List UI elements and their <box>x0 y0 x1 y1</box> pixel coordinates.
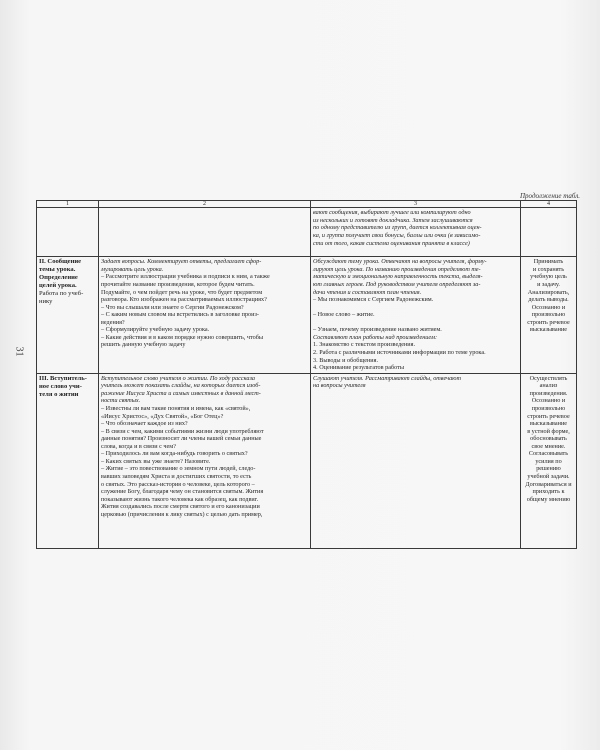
column-number-row <box>37 201 577 208</box>
stage-cell <box>37 208 99 257</box>
text-line: слова, когда и в связи с чем? <box>101 442 176 450</box>
text-line: Задает вопросы. Комментирует ответы, предлагает сфор- <box>101 258 262 266</box>
uud-cell <box>521 208 577 257</box>
text-line: свое мнение. <box>531 442 566 450</box>
text-line: показывают жизнь такого человека как образец, как подвиг. <box>101 495 259 503</box>
stage-title-line: ное слово учи- <box>39 382 82 390</box>
text-line: Осуществлять <box>529 374 568 382</box>
uud-cell <box>521 373 577 548</box>
teacher-activity-cell <box>99 208 311 257</box>
text-line <box>313 319 518 327</box>
text-line: 4. Оценивание результатов работы <box>313 364 404 372</box>
text-line: – Рассмотрите иллюстрации учебника и подписи к ним, а также <box>101 273 270 281</box>
text-line: строить речевое <box>527 318 570 326</box>
text-line: – Сформулируйте учебную задачу урока. <box>101 326 210 334</box>
text-line: на вопросы учителя <box>313 382 366 390</box>
student-activity-cell <box>311 208 521 257</box>
text-line: Подумайте, о чем пойдет речь на уроке, что будет предметом <box>101 288 263 296</box>
text-line: Вступительное слово учителя о житии. По ходу рассказа <box>101 374 255 382</box>
stage-cell <box>37 257 99 373</box>
text-line: Принимать <box>533 258 564 266</box>
column-number: 3 <box>311 201 521 208</box>
text-line: делать выводы. <box>528 296 569 304</box>
text-line: решить данную учебную задачу <box>101 341 186 349</box>
text-line: служение Богу, благодаря чему он становится святым. Жития <box>101 488 264 496</box>
text-line: вают сообщения, выбирают лучшее или компилируют одно <box>313 209 471 217</box>
text-line <box>313 304 518 312</box>
table-row <box>37 208 577 257</box>
stage-cell <box>37 373 99 548</box>
text-line: ности святых. <box>101 397 141 405</box>
teacher-activity-cell <box>99 257 311 373</box>
column-number: 4 <box>521 201 577 208</box>
text-line: анализ произведения. Осознанно и произвольно <box>529 382 568 412</box>
stage-title-line: целей урока. <box>39 282 77 290</box>
stage-title-line: темы урока. <box>39 266 76 274</box>
text-line: 2. Работа с различными источниками информации по теме урока. <box>313 349 486 357</box>
stage-subtitle-line: Работа по учеб- <box>39 290 84 298</box>
lesson-plan-table <box>36 200 577 549</box>
text-line: лируют цель урока. По названию произведения определяют те- <box>313 265 481 273</box>
text-line: прочитайте название произведения, которое будем читать. <box>101 280 255 288</box>
text-line: учебную цель <box>530 273 567 281</box>
stage-subtitle-line: нику <box>39 298 53 306</box>
text-line: учебной задачи. Договариваться и приходить к <box>525 473 572 496</box>
text-line: – С каким новым словом вы встретились в заголовке произ- <box>101 311 259 319</box>
text-line: – Новое слово – житие. <box>313 311 375 319</box>
stage-title-line: Определение <box>39 274 78 282</box>
text-line: о святых. Это рассказ-история о человеке, цель которого – <box>101 480 255 488</box>
uud-cell <box>521 257 577 373</box>
text-line: Составляют план работы над произведением: <box>313 333 438 341</box>
text-line: обосновывать <box>530 435 567 443</box>
student-activity-cell <box>311 257 521 373</box>
text-line: дачи чтения и составляют план чтения. <box>313 288 422 296</box>
text-line: 3. Выводы и обобщения. <box>313 356 378 364</box>
text-line: – Что вы слышали или знаете о Сергии Радонежском? <box>101 303 244 311</box>
text-line: высказывание <box>529 326 568 334</box>
text-line: Согласовывать <box>528 450 569 458</box>
text-line: – Каких святых вы уже знаете? Назовите. <box>101 457 211 465</box>
text-line: церковью (причисления к лику святых) с целью дать пример, <box>101 510 263 518</box>
text-line: – Приходилось ли вам когда-нибудь говорить о святых? <box>101 450 248 458</box>
text-line: сти от того, какая система оценивания принята в классе) <box>313 239 470 247</box>
stage-title-line: III. Вступитель- <box>39 374 87 382</box>
text-line: данные понятия? Произносит ли члены вашей семьи данные <box>101 435 262 443</box>
stage-title-line: теля о житии <box>39 390 79 398</box>
column-number: 2 <box>99 201 311 208</box>
text-line: – Узнаем, почему произведение названо житием. <box>313 326 442 334</box>
student-activity-cell <box>311 373 521 548</box>
continuation-label: Продолжение табл. <box>520 192 581 200</box>
text-line: общему мнению <box>526 495 571 503</box>
text-line: и задачу. <box>537 280 560 288</box>
text-line: учитель может показать слайды, на которых дается изоб- <box>101 382 261 390</box>
stage-title-line: II. Сообщение <box>39 258 82 266</box>
text-line: – Житие – это повествование о земном пути людей, следо- <box>101 465 256 473</box>
column-number: 1 <box>37 201 99 208</box>
text-line: ка, и группа получает свои бонусы, баллы или очки (в зависимо- <box>313 231 481 239</box>
text-line: – В связи с чем, какими событиями жизни люди употребляют <box>101 427 264 435</box>
text-line: – Мы познакомимся с Сергием Радонежским. <box>313 296 434 304</box>
text-line: «Иисус Христос», «Дух Святой», «Бог Отец»? <box>101 412 224 420</box>
text-line: и сохранять <box>532 265 565 273</box>
table-row <box>37 373 577 548</box>
page-number: 31 <box>13 346 25 357</box>
text-line: – Известны ли вам такие понятия и имена, как «святой», <box>101 404 251 412</box>
table-row <box>37 257 577 373</box>
text-line: матическую и эмоциональную направленность текста, выделя- <box>313 273 483 281</box>
text-line: ведения? <box>101 318 125 326</box>
text-line: ражение Иисуса Христа и самых известных в данной мест- <box>101 389 261 397</box>
text-line: – Какие действия и в каком порядке нужно совершить, чтобы <box>101 333 264 341</box>
text-line: Слушают учителя. Рассматривают слайды, отвечают <box>313 374 462 382</box>
text-line: Осознанно и произвольно <box>531 303 566 319</box>
text-line: по одному представителю из групп, дается коллективная оцен- <box>313 224 482 232</box>
text-line: разговора. Кто изображен на рассматриваемых иллюстрациях? <box>101 296 267 304</box>
teacher-activity-cell <box>99 373 311 548</box>
text-line: из нескольких и готовят докладчика. Затем заслушиваются <box>313 216 473 224</box>
text-line: Жития создавались после смерти святого и его канонизации <box>101 503 260 511</box>
text-line: 1. Знакомство с текстом произведения. <box>313 341 416 349</box>
text-line: ют главных героев. Под руководством учителя определяют за- <box>313 280 481 288</box>
text-line: Обсуждают тему урока. Отвечают на вопросы учителя, форму- <box>313 258 487 266</box>
text-line: в устной форме, <box>527 427 570 435</box>
text-line: мулировать цель урока. <box>101 265 164 273</box>
text-line: строить речевое высказывание <box>527 412 570 428</box>
text-line: вавших заповедям Христа и достигших святости, то есть <box>101 473 252 481</box>
text-line: – Что обозначает каждое из них? <box>101 420 188 428</box>
text-line: усилия по решению <box>535 457 562 473</box>
text-line: Анализировать, <box>527 288 570 296</box>
